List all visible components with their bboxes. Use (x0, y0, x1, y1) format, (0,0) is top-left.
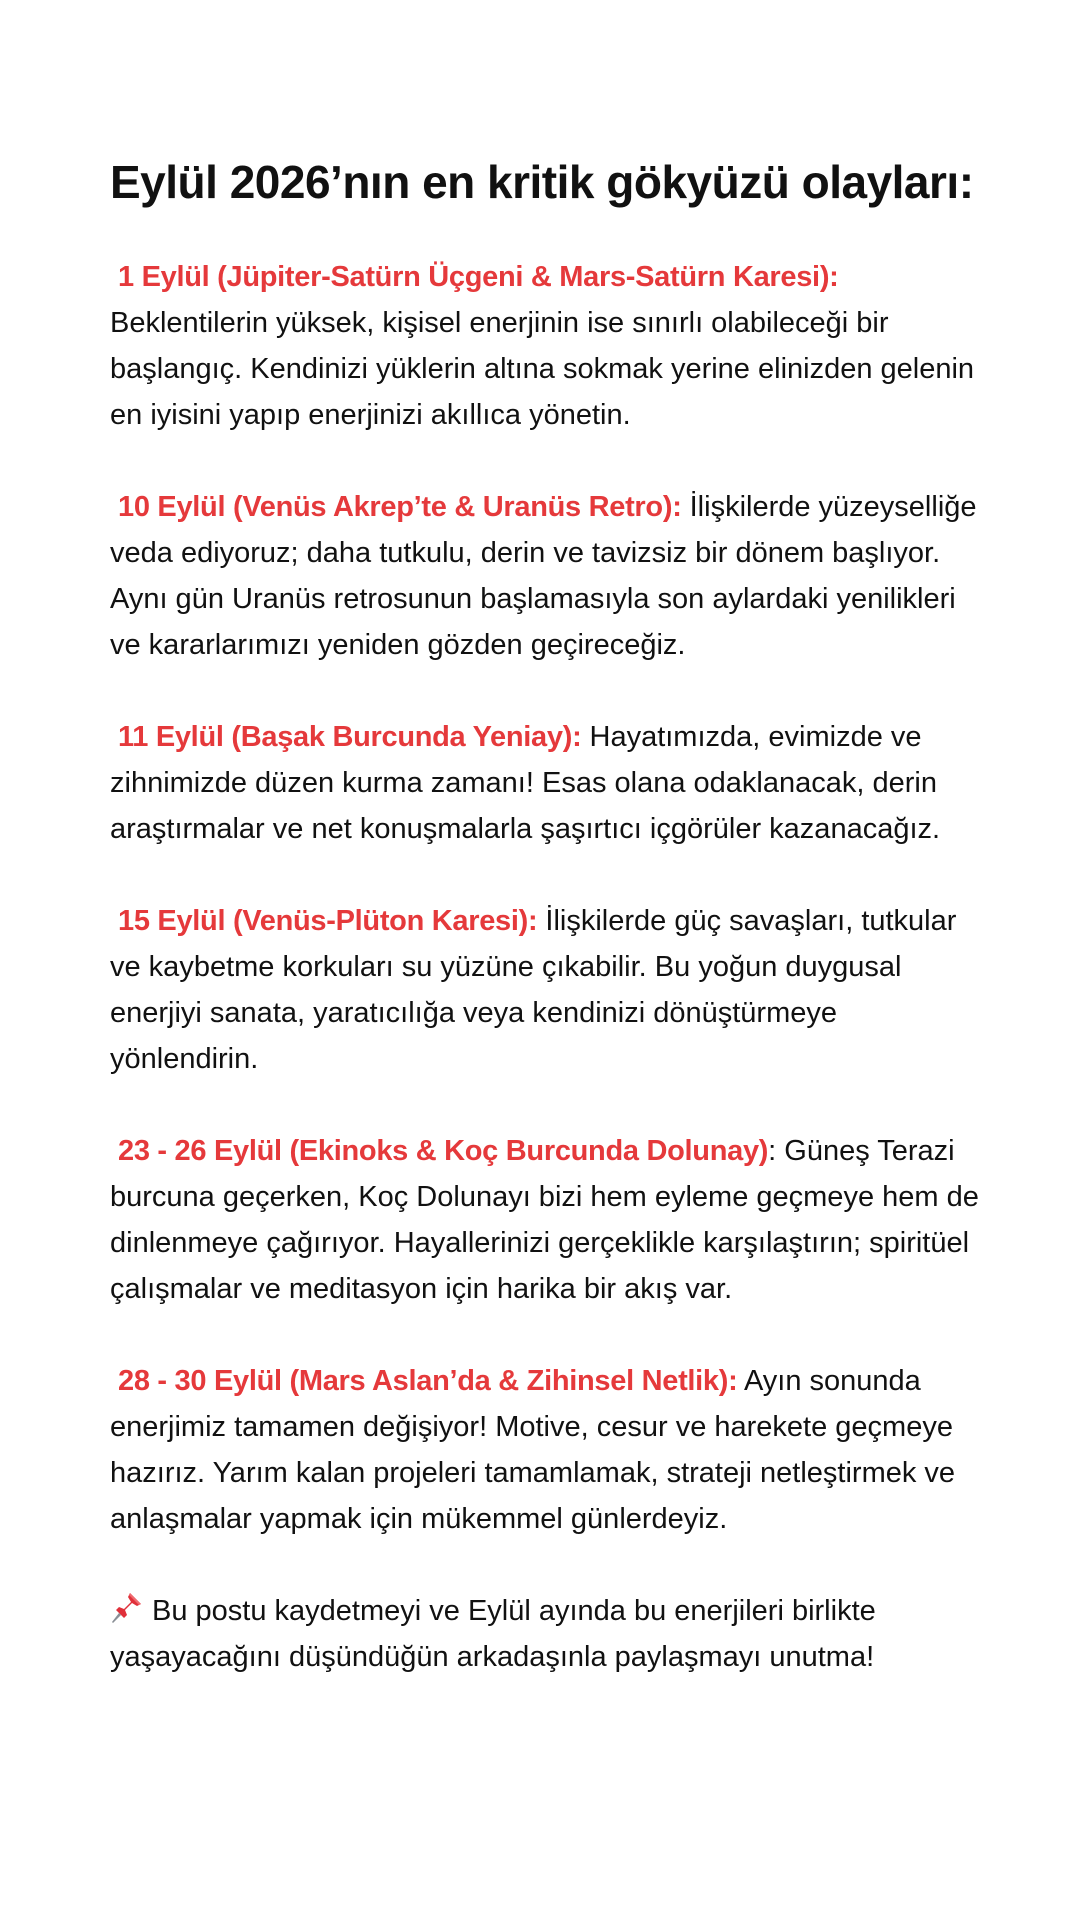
call-to-action (110, 1588, 990, 1680)
event-separator: : (768, 1135, 777, 1167)
event-item (110, 1128, 990, 1312)
event-item (110, 484, 990, 668)
event-heading: 10 Eylül (Venüs Akrep’te & Uranüs Retro): (118, 491, 682, 523)
event-heading: 28 - 30 Eylül (Mars Aslan’da & Zihinsel Netlik): (118, 1365, 738, 1397)
event-text: Hayatımızda, evimizde ve zihnimizde düzen kurma zamanı! Esas olana odaklanacak, derin araştırmalar ve net konuşmalarla şaşırtıcı içgörüler kazanacağız. (110, 721, 941, 845)
post-content (110, 152, 990, 1680)
event-heading: 11 Eylül (Başak Burcunda Yeniay): (118, 721, 582, 753)
event-text: Güneş Terazi burcuna geçerken, Koç Dolunayı bizi hem eyleme geçmeye hem de dinlenmeye çağırıyor. Hayallerinizi gerçeklikle karşılaştırın; spiritüel çalışmalar ve meditasyon için harika bir akış var. (110, 1135, 979, 1305)
event-item (110, 898, 990, 1082)
event-item (110, 254, 990, 438)
event-text: İlişkilerde yüzeyselliğe veda ediyoruz; daha tutkulu, derin ve tavizsiz bir dönem başlıyor. Aynı gün Uranüs retrosunun başlamasıyla son aylardaki yenilikleri ve kararlarımızı yeniden gözden geçireceğiz. (110, 491, 977, 661)
pushpin-icon (110, 1590, 144, 1624)
event-heading: 1 Eylül (Jüpiter-Satürn Üçgeni & Mars-Satürn Karesi): (118, 261, 839, 293)
event-text: Ayın sonunda enerjimiz tamamen değişiyor! Motive, cesur ve harekete geçmeye hazırız. Yarım kalan projeleri tamamlamak, strateji netleştirmek ve anlaşmalar yapmak için mükemmel günlerdeyiz. (110, 1365, 956, 1535)
event-text: Beklentilerin yüksek, kişisel enerjinin ise sınırlı olabileceği bir başlangıç. Kendinizi yüklerin altına sokmak yerine elinizden gelenin en iyisini yapıp enerjinizi akıllıca yönetin. (110, 307, 975, 431)
page-title: Eylül 2026’nın en kritik gökyüzü olayları: (110, 156, 974, 208)
event-item (110, 714, 990, 852)
event-text: İlişkilerde güç savaşları, tutkular ve kaybetme korkuları su yüzüne çıkabilir. Bu yoğun duygusal enerjiyi sanata, yaratıcılığa veya kendinizi dönüştürmeye yönlendirin. (110, 905, 957, 1075)
cta-text: Bu postu kaydetmeyi ve Eylül ayında bu enerjileri birlikte yaşayacağını düşündüğün arkadaşınla paylaşmayı unutma! (110, 1595, 876, 1673)
event-heading: 15 Eylül (Venüs-Plüton Karesi): (118, 905, 538, 937)
event-heading: 23 - 26 Eylül (Ekinoks & Koç Burcunda Dolunay) (118, 1135, 769, 1167)
event-item (110, 1358, 990, 1542)
